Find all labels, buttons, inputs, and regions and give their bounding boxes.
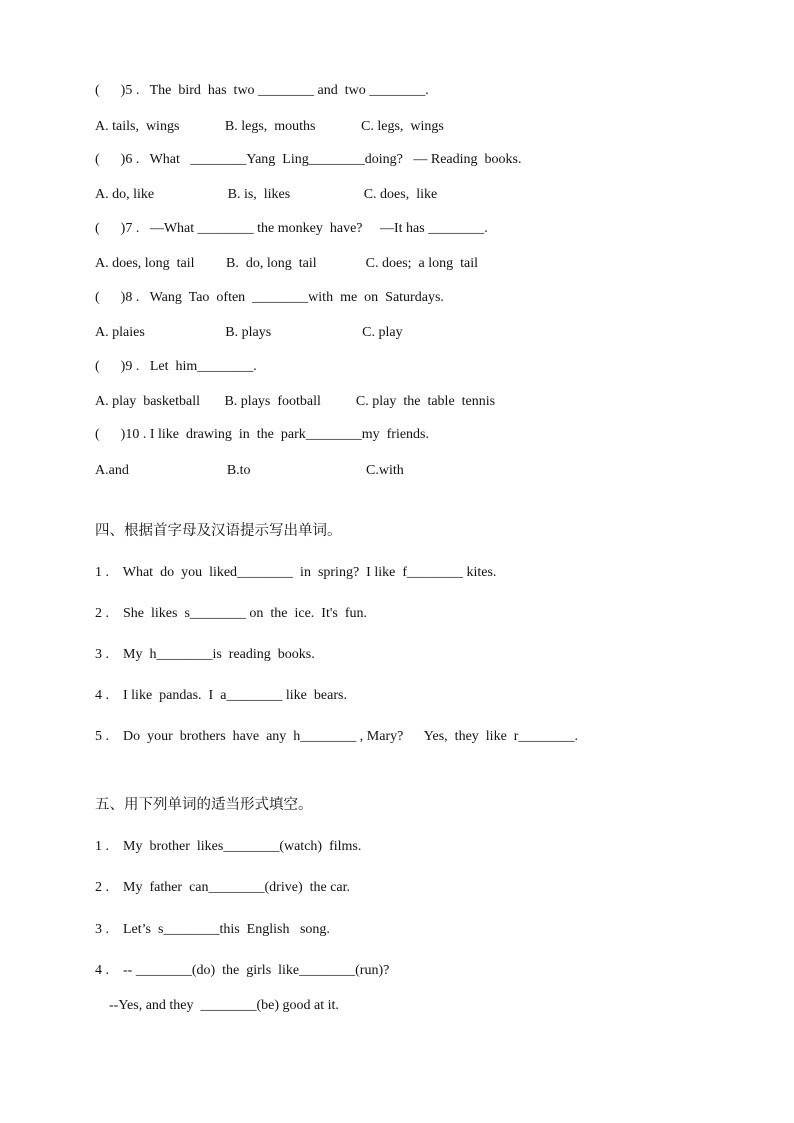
section-4-item-1: 1 . What do you liked________ in spring? I like f________ kites. [95,565,497,580]
question-10: ( )10 . I like drawing in the park________my friends. [95,427,429,442]
question-7: ( )7 . —What ________ the monkey have? —It has ________. [95,221,488,236]
section-5-item-1: 1 . My brother likes________(watch) films. [95,839,362,854]
options-10: A.and B.to C.with [95,463,404,478]
question-8: ( )8 . Wang Tao often ________with me on Saturdays. [95,290,444,305]
options-6: A. do, like B. is, likes C. does, like [95,187,438,202]
section-4-item-4: 4 . I like pandas. I a________ like bears. [95,688,347,703]
options-9: A. play basketball B. plays football C. play the table tennis [95,394,496,409]
section-4-item-2: 2 . She likes s________ on the ice. It's fun. [95,606,367,621]
section-5-item-4-answer: --Yes, and they ________(be) good at it. [95,998,339,1013]
section-4-item-3: 3 . My h________is reading books. [95,647,315,662]
section-4-item-5: 5 . Do your brothers have any h________ , Mary? Yes, they like r________. [95,729,578,744]
section-5-item-2: 2 . My father can________(drive) the car. [95,880,351,895]
question-9: ( )9 . Let him________. [95,359,257,374]
options-7: A. does, long tail B. do, long tail C. does; a long tail [95,256,479,271]
question-5: ( )5 . The bird has two ________ and two ________. [95,83,429,98]
section-5-heading: 五、用下列单词的适当形式填空。 [95,797,313,813]
section-5-item-3: 3 . Let’s s________this English song. [95,922,330,937]
options-8: A. plaies B. plays C. play [95,325,403,340]
question-6: ( )6 . What ________Yang Ling________doing? — Reading books. [95,152,522,167]
section-5-item-4: 4 . -- ________(do) the girls like________(run)? [95,963,390,978]
options-5: A. tails, wings B. legs, mouths C. legs, wings [95,119,444,134]
section-4-heading: 四、根据首字母及汉语提示写出单词。 [95,523,342,539]
